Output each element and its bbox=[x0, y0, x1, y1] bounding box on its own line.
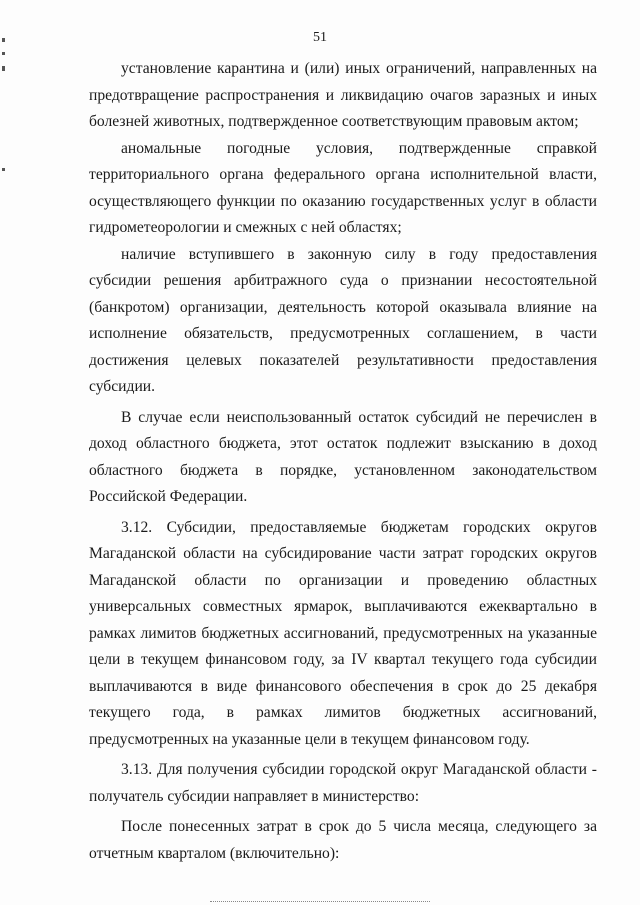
paragraph: 3.12. Субсидии, предоставляемые бюджетам городских округов Магаданской области на субсидирование части затрат городских округов Магаданской области по организации и проведению областных универсальных совместных ярмарок, выплачиваются ежеквартально в рамках лимитов бюджетных ассигнований, предусмотренных на указанные цели в текущем финансовом году, за IV квартал текущего года субсидии выплачиваются в виде финансового обеспечения в срок до 25 декабря текущего года, в рамках лимитов бюджетных ассигнований, предусмотренных на указанные цели в текущем финансовом году. bbox=[89, 518, 597, 748]
paragraph: В случае если неиспользованный остаток субсидий не перечислен в доход областного бюджета, этот остаток подлежит взысканию в доход областного бюджета в порядке, установленном законодательством Российской Федерации. bbox=[89, 408, 597, 505]
scan-artifact-line bbox=[210, 901, 430, 903]
document-body bbox=[89, 56, 597, 867]
paragraph: После понесенных затрат в срок до 5 числа месяца, следующего за отчетным кварталом (включительно): bbox=[89, 818, 597, 862]
scan-margin-mark bbox=[2, 66, 5, 71]
paragraph: аномальные погодные условия, подтвержденные справкой территориального органа федерального органа исполнительной власти, осуществляющего функции по оказанию государственных услуг в области гидрометеорологии и смежных с ней областях; bbox=[89, 139, 597, 236]
page-number: 51 bbox=[313, 30, 327, 45]
paragraph: наличие вступившего в законную силу в году предоставления субсидии решения арбитражного суда о признании несостоятельной (банкротом) организации, деятельность которой оказывала влияние на исполнение обязательств, предусмотренных соглашением, в части достижения целевых показателей результативности предоставления субсидии. bbox=[89, 245, 597, 395]
scan-margin-mark bbox=[2, 168, 5, 171]
paragraph: установление карантина и (или) иных ограничений, направленных на предотвращение распространения и ликвидацию очагов заразных и иных болезней животных, подтвержденное соответствующим правовым актом; bbox=[89, 60, 597, 130]
paragraph: 3.13. Для получения субсидии городской округ Магаданской области - получатель субсидии направляет в министерство: bbox=[89, 761, 597, 805]
scan-margin-mark bbox=[2, 52, 5, 55]
